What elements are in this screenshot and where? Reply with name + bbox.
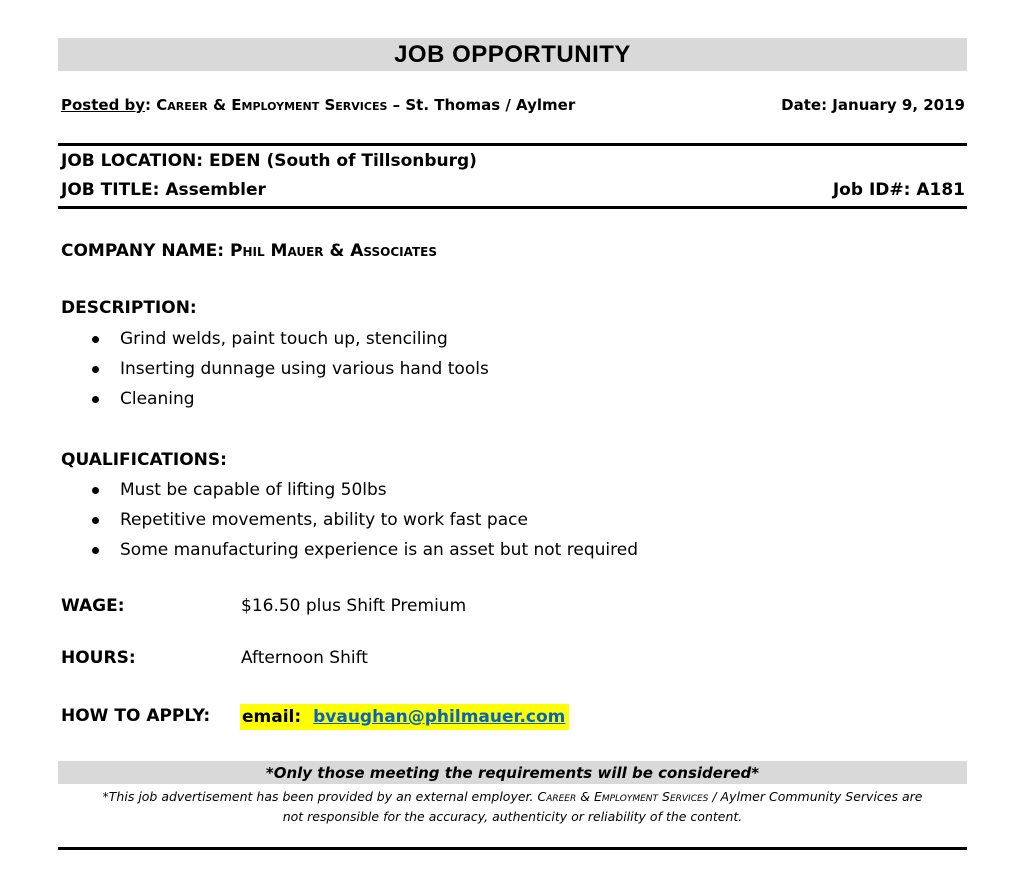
wage-value: $16.50 plus Shift Premium: [241, 596, 467, 616]
disclaimer-line-2: not responsible for the accuracy, authenticity or reliability of the content.: [282, 809, 743, 824]
description-list: [92, 324, 489, 414]
disclaimer-org: Career & Employment Services: [537, 789, 709, 804]
list-item: Cleaning: [92, 384, 489, 414]
company-label: COMPANY NAME:: [61, 241, 225, 261]
requirements-notice: [58, 761, 967, 784]
posted-by-label: Posted by: [61, 96, 146, 114]
list-item: Inserting dunnage using various hand tools: [92, 354, 489, 384]
disclaimer-line-1: [58, 787, 967, 807]
company-name: Phil Mauer & Associates: [230, 241, 437, 261]
apply-prefix: email:: [242, 707, 302, 727]
divider-bottom: [58, 847, 967, 850]
title-banner: [58, 38, 967, 71]
posted-by-row: [61, 96, 965, 120]
list-item: Grind welds, paint touch up, stenciling: [92, 324, 489, 354]
disclaimer-text: / Aylmer Community Services are: [712, 789, 923, 804]
posted-by-location: – St. Thomas / Aylmer: [392, 96, 576, 114]
posted-by-org: Career & Employment Services: [156, 96, 388, 114]
email-link[interactable]: bvaughan@philmauer.com: [313, 707, 566, 727]
divider-top: [58, 143, 967, 146]
wage-label: WAGE:: [61, 596, 125, 616]
hours-value: Afternoon Shift: [241, 648, 368, 668]
notice-text: *Only those meeting the requirements will be considered*: [265, 763, 760, 782]
disclaimer-text: *This job advertisement has been provided by an external employer.: [102, 789, 534, 804]
job-id: Job ID#: A181: [832, 180, 965, 200]
posted-by-colon: :: [145, 96, 152, 114]
list-item: Must be capable of lifting 50lbs: [92, 475, 638, 505]
posted-date: Date: January 9, 2019: [781, 96, 965, 114]
list-item: Repetitive movements, ability to work fast pace: [92, 505, 638, 535]
qualifications-list: [92, 475, 638, 565]
job-title: JOB TITLE: Assembler: [61, 180, 266, 200]
description-heading: DESCRIPTION:: [61, 298, 197, 318]
company-line: [61, 241, 437, 261]
divider-middle: [58, 206, 967, 209]
hours-label: HOURS:: [61, 648, 136, 668]
disclaimer: [58, 787, 967, 827]
page-title: JOB OPPORTUNITY: [394, 40, 631, 68]
list-item: Some manufacturing experience is an asset but not required: [92, 535, 638, 565]
qualifications-heading: QUALIFICATIONS:: [61, 450, 227, 470]
posted-by: [61, 96, 575, 114]
job-location: JOB LOCATION: EDEN (South of Tillsonburg): [61, 151, 477, 171]
apply-label: HOW TO APPLY:: [61, 706, 211, 726]
apply-highlight: [240, 704, 569, 730]
